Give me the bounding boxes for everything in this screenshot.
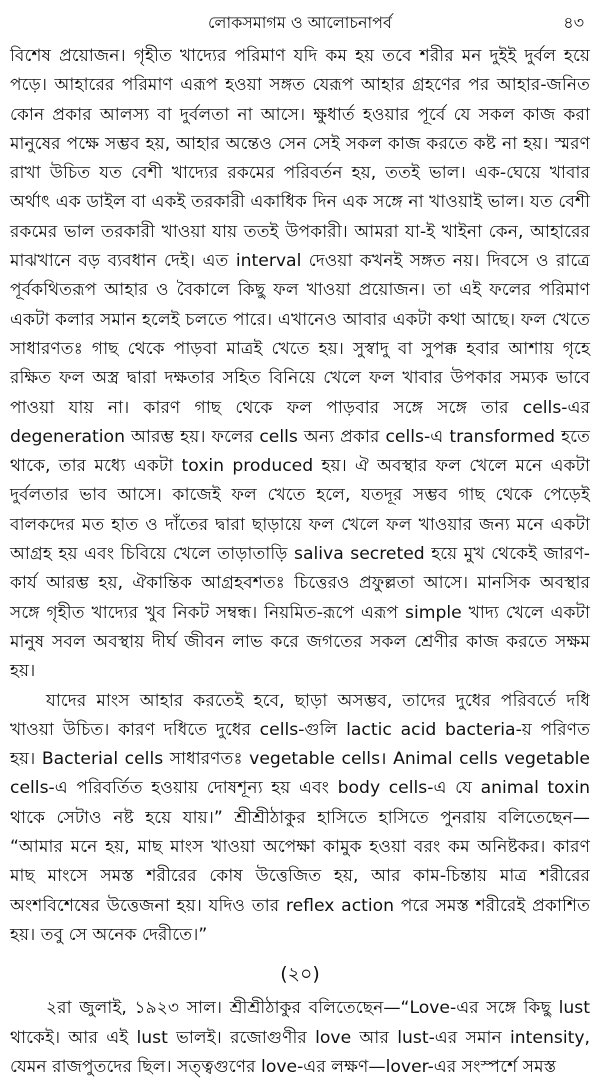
body-text [10,42,590,1082]
running-title: লোকসমাগম ও আলোচনাপর্ব [208,13,392,32]
page-number: ৪৩ [563,13,584,32]
paragraph-diet: বিশেষ প্রয়োজন। গৃহীত খাদ্যের পরিমাণ যদি কম হয় তবে শরীর মন দুইই দুর্বল হয়ে পড়ে। আহারের পরিমাণ এরূপ হওয়া সঙ্গত যেরূপ আহার গ্রহণের পর আহার-জনিত কোন প্রকার আলস্য বা দুর্বলতা না আসে। ক্ষুধার্ত হওয়ার পূর্বে যে সকল কাজ করা মানুষের পক্ষে সম্ভব হয়, আহার অন্তেও সেন সেই সকল কাজ করতে কষ্ট না হয়। স্মরণ রাখা উচিত যত বেশী খাদ্যের রকমের পরিবর্তন হয়, ততই ভাল। এক-ঘেয়ে খাবার অর্থাৎ এক ডাইল বা একই তরকারী একাধিক দিন এক সঙ্গে না খাওয়াই ভাল। যত বেশী রকমের ভাল তরকারী খাওয়া যায় ততই উপকারী। আমরা যা-ই খাইনা কেন, আহারের মাঝখানে বড় ব্যবধান দেই। এত interval দেওয়া কখনই সঙ্গত নয়। দিবসে ও রাত্রে পূর্বকথিতরূপ আহার ও বৈকালে কিছু ফল খাওয়া প্রয়োজন। তা এই ফলের পরিমাণ একটা কলার সমান হলেই চলতে পারে। এখানেও আবার একটা কথা আছে। ফল খেতে সাধারণতঃ গাছ থেকে পাড়বা মাত্রই খেতে হয়। সুস্বাদু বা সুপক্ক হবার আশায় গৃহে রক্ষিত ফল অস্ত্র দ্বারা দক্ষতার সহিত বিনিয়ে খেলে ফল খাবার উপকার সম্যক ভাবে পাওয়া যায় না। কারণ গাছ থেকে ফল পাড়বার সঙ্গে সঙ্গে তার cells-এর degeneration আরম্ভ হয়। ফলের cells অন্য প্রকার cells-এ transformed হতে থাকে, তার মধ্যে একটা toxin produced হয়। ঐ অবস্থার ফল খেলে মনে একটা দুর্বলতার ভাব আসে। কাজেই ফল খেতে হলে, যতদূর সম্ভব গাছ থেকে পেড়েই বালকদের মত হাত ও দাঁতের দ্বারা ছাড়ায়ে ফল খেলে ফল খাওয়ার জন্য মনে একটা আগ্রহ হয় এবং চিবিয়ে খেলে তাড়াতাড়ি saliva secreted হয়ে মুখ থেকেই জারণ-কার্য আরম্ভ হয়, ঐকান্তিক আগ্রহবশতঃ চিত্তেরও প্রফুল্লতা আসে। মানসিক অবস্থার সঙ্গে গৃহীত খাদ্যের খুব নিকট সম্বন্ধ। নিয়মিত-রূপে এরূপ simple খাদ্য খেলে একটা মানুষ সবল অবস্থায় দীর্ঘ জীবন লাভ করে জগতের সকল শ্রেণীর কাজ করতে সক্ষম হয়। [10,46,590,682]
page-header [10,6,590,42]
paragraph-meat-curd: যাদের মাংস আহার করতেই হবে, ছাড়া অসম্ভব, তাদের দুধের পরিবর্তে দধি খাওয়া উচিত। কারণ দধিতে দুধের cells-গুলি lactic acid bacteria-য় পরিণত হয়। Bacterial cells সাধারণতঃ vegetable cells। Animal cells vegetable cells-এ পরিবর্তিত হওয়ায় দোষশূন্য হয় এবং body cells-এ যে animal toxin থাকে সেটাও নষ্ট হয়ে যায়।” শ্রীশ্রীঠাকুর হাসিতে হাসিতে পুনরায় বলিতেছেন— “আমার মনে হয়, মাছ মাংস খাওয়া অপেক্ষা কামুক হওয়া বরং কম অনিষ্টকর। কারণ মাছ মাংসে সমস্ত শরীরের কোষ উত্তেজিত হয়, আর কাম-চিন্তায় মাত্র শরীরের অংশবিশেষের উত্তেজনা হয়। যদিও তার reflex action পরে সমস্ত শরীরেই প্রকাশিত হয়। তবু সে অনেক দেরীতে।” [10,690,590,945]
section-number: (২০) [280,963,320,986]
paragraph-love-lust: ২রা জুলাই, ১৯২৩ সাল। শ্রীশ্রীঠাকুর বলিতেছেন—“Love-এর সঙ্গে কিছু lust থাকেই। আর এই lust ভালই। রজোগুণীর love আর lust-এর সমান intensity, যেমন রাজপুতদের ছিল। সত্ত্বগুণের love-এর লক্ষণ—lover-এর সংস্পর্শে সমস্ত [10,998,590,1077]
